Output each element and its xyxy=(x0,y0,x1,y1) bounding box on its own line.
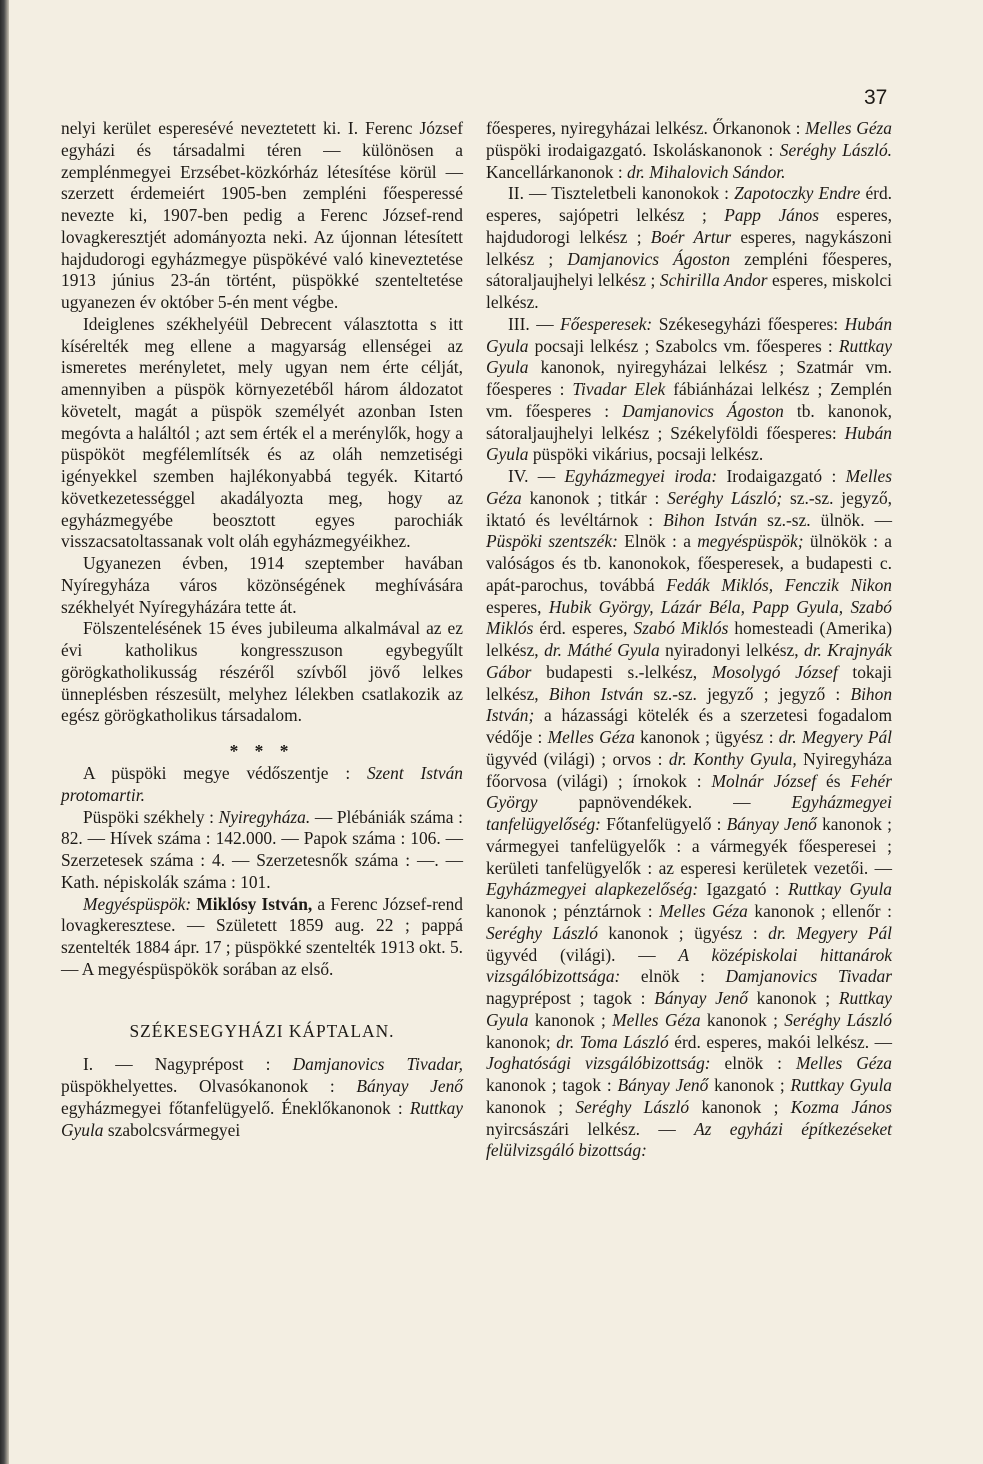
text-segment: tb. kanonok, sátoraljaujhelyi lelkész ; Székelyföldi főesperes: xyxy=(486,400,892,443)
text-segment: nyiradonyi lelkész, xyxy=(659,640,804,660)
italic-text: Egyházmegyei iroda: xyxy=(564,466,718,486)
italic-text: Ruttkay Gyula xyxy=(61,1097,463,1140)
italic-text: Damjanovics Tivadar, xyxy=(292,1054,463,1075)
paragraph xyxy=(61,118,463,314)
bold-text: Miklósy István, xyxy=(196,893,313,914)
italic-text: Bányay Jenő xyxy=(654,988,748,1008)
text-segment: Ugyanezen évben, 1914 szeptember havában Nyíregyháza város közönségének meghívására székhelyét Nyíregyházára tette át. xyxy=(61,553,463,617)
italic-text: Damjanovics Ágoston xyxy=(567,248,731,269)
italic-text: Ruttkay Gyula xyxy=(787,879,892,900)
text-segment: Püspöki székhely : xyxy=(83,806,219,827)
italic-text: Fehér György xyxy=(486,770,892,813)
text-segment: kanonok ; xyxy=(700,1009,785,1030)
italic-text: Melles Géza xyxy=(547,727,635,747)
italic-text: dr. Mihalovich Sándor. xyxy=(627,161,786,182)
paragraph xyxy=(61,763,463,807)
text-segment: Fölszentelésének 15 éves jubileuma alkalmával az ez évi katholikus kongresszuson egybegyűlt görögkatholikusság részéről szívből jövő lelkes ünneplésben részesült, melyhez lélekben csatlakozik az egész görögkatholikus társadalom. xyxy=(61,618,463,726)
italic-text: Bányay Jenő xyxy=(356,1076,464,1096)
text-segment: érd. esperes, sajópetri lelkész ; xyxy=(486,183,892,225)
italic-text: Papp János xyxy=(724,205,820,225)
text-segment: szabolcsvármegyei xyxy=(103,1119,241,1140)
italic-text: Zapotoczky Endre xyxy=(734,183,861,204)
paragraph xyxy=(486,466,892,1162)
paragraph xyxy=(61,314,463,553)
italic-text: Melles Géza xyxy=(805,118,892,138)
italic-text: Seréghy László; xyxy=(667,487,783,508)
text-segment: kanonok ; ügyész : xyxy=(597,922,769,943)
italic-text: Ruttkay Gyula xyxy=(790,1075,892,1095)
italic-text: Mosolygó József xyxy=(711,661,838,682)
text-segment: tokaji lelkész, xyxy=(486,661,892,704)
text-segment: ügyvéd (világi) ; orvos : xyxy=(486,748,669,769)
text-segment: * * * xyxy=(229,741,295,761)
italic-text: Seréghy László. xyxy=(779,139,892,160)
text-segment: Irodaigazgató : xyxy=(717,466,846,486)
text-segment: nyircsászári lelkész. — xyxy=(486,1118,695,1139)
text-segment: A püspöki megye védőszentje : xyxy=(83,763,367,783)
paragraph xyxy=(61,553,463,618)
italic-text: Nyiregyháza. xyxy=(218,806,311,827)
text-segment: SZÉKESEGYHÁZI KÁPTALAN. xyxy=(129,1020,395,1041)
text-segment: és xyxy=(816,770,851,791)
text-segment: budapesti s.-lelkész, xyxy=(531,661,712,682)
text-segment: kanonok ; tagok : xyxy=(486,1075,618,1095)
italic-text: Az egyházi építkezéseket felülvizsgáló bizottság: xyxy=(486,1118,892,1161)
text-segment: kanonok ; xyxy=(708,1075,791,1095)
italic-text: Schirilla Andor xyxy=(659,270,768,291)
italic-text: Fedák Miklós, Fenczik Nikon xyxy=(666,574,892,595)
italic-text: Bihon István xyxy=(548,683,644,704)
text-segment: Nyiregyháza főorvosa (világi) ; írnokok : xyxy=(486,748,892,791)
text-segment: Elnök : a xyxy=(617,531,698,552)
text-segment: nelyi kerület esperesévé neveztetett ki. I. Ferenc József egyházi és társadalmi téren — különösen a zemplénmegyei Erzsébet-közkórház létesítése körül — szerzett érdemeiért 1905-ben zempléni főesperessé nevezte ki, 1907-ben pedig a Ferenc József-rend lovagkeresztjét adományozta neki. Az újonnan létesített hajdudorogi egyházmegye püspökévé való kineveztetése 1913 június 23-án történt, püspökké szenteltetése ugyanezen év október 5-én ment végbe. xyxy=(61,118,463,312)
italic-text: Bányay Jenő xyxy=(617,1075,709,1095)
text-segment: kanonok, nyiregyházai lelkész ; Szatmár vm. főesperes : xyxy=(486,357,892,399)
italic-text: Melles Géza xyxy=(486,466,892,508)
text-segment: III. — xyxy=(508,313,561,334)
italic-text: Szent István protomartir. xyxy=(61,763,463,805)
text-segment: elnök : xyxy=(620,966,726,987)
text-segment: püspökhelyettes. Olvasókanonok : xyxy=(61,1076,357,1096)
italic-text: Szabó Miklós xyxy=(633,618,729,639)
paragraph xyxy=(61,618,463,727)
italic-text: Püspöki szentszék: xyxy=(486,531,618,552)
text-segment: I. — Nagyprépost : xyxy=(83,1054,293,1075)
text-segment: főesperes, nyiregyházai lelkész. Őrkanonok : xyxy=(486,118,806,138)
italic-text: Melles Géza xyxy=(612,1009,701,1030)
text-segment: érd. esperes, xyxy=(533,618,634,639)
text-segment: II. — Tiszteletbeli kanonokok : xyxy=(508,183,735,204)
section-divider xyxy=(61,741,463,763)
text-segment: kanonok ; xyxy=(486,1096,576,1117)
text-segment: pocsaji lelkész ; Szabolcs vm. főesperes : xyxy=(528,335,839,356)
paragraph xyxy=(486,314,892,466)
text-segment: Kancellárkanonok : xyxy=(486,161,628,182)
text-segment: homesteadi (Amerika) lelkész, xyxy=(486,618,892,660)
italic-text: Seréghy László xyxy=(486,922,598,943)
italic-text: Tivadar Elek xyxy=(572,379,666,399)
text-segment: érd. esperes, makói lelkész. — xyxy=(668,1031,893,1052)
italic-text: dr. Máthé Gyula xyxy=(544,640,660,660)
text-segment: sz.-sz. jegyző ; jegyző : xyxy=(643,683,851,704)
paragraph xyxy=(61,894,463,981)
text-segment: a házassági kötelék és a szerzetesi fogadalom védője : xyxy=(486,705,892,747)
text-segment: kanonok ; ügyész : xyxy=(634,727,779,747)
text-segment: Székesegyházi főesperes: xyxy=(652,313,845,334)
text-segment: kanonok ; pénztárnok : xyxy=(486,901,660,921)
italic-text: Damjanovics Ágoston xyxy=(622,400,784,421)
italic-text: Ruttkay Gyula xyxy=(486,335,892,378)
italic-text: Egyházmegyei alapkezelőség: xyxy=(486,879,699,900)
text-segment: esperes, miskolci lelkész. xyxy=(486,270,892,312)
italic-text: Melles Géza xyxy=(795,1053,892,1074)
italic-text: Joghatósági vizsgálóbizottság: xyxy=(486,1053,711,1074)
text-segment: ülnökök : a valóságos és tb. kanonokok, főesperesek, a budapesti c. apát-parochus, továbbá xyxy=(486,531,892,595)
text-segment: Ideiglenes székhelyéül Debrecent választotta s itt kísérelték meg ellene a magyarság ellenségei az ismeretes merényletet, mely ugyan nem érte célját, amennyiben a püspök környezetéből három áldozatot követelt, magát a püspök személyét azonban Isten megóvta a haláltól ; azt sem érték el a merénylők, hogy a püspököt megfélemlítsék és az oláh nemzetiségi igényekkel szemben hajlékonyabbá tegyék. Kitartó következetességgel akadályozta meg, hogy az egyházmegyébe beosztott egyes parochiák visszacsatoltassanak volt oláh egyházmegyéikhez. xyxy=(61,313,463,552)
paragraph xyxy=(486,118,892,183)
section-heading xyxy=(61,1021,463,1043)
italic-text: Hubán Gyula xyxy=(486,422,892,465)
text-segment: IV. — xyxy=(508,466,565,486)
text-segment: kanonok ; vármegyei tanfelügyelők : a vármegyék főesperesei ; kerületi tanfelügyelők : az esperesi kerületek vezetői. — xyxy=(486,814,892,878)
text-segment: — Plébániák száma : 82. — Hívek száma : 142.000. — Papok száma : 106. — Szerzetesek száma : 4. — Szerzetesnők száma : —. — Kath. népiskolák száma : 101. xyxy=(61,806,463,892)
italic-text: Hubik György, Lázár Béla, Papp Gyula, Szabó Miklós xyxy=(486,596,893,639)
italic-text: Megyéspüspök: xyxy=(83,893,192,914)
text-segment: fábiánházai lelkész ; Zemplén vm. főesperes : xyxy=(486,379,893,421)
italic-text: Bányay Jenő xyxy=(726,814,817,834)
italic-text: Bihon István; xyxy=(486,683,893,726)
italic-text: Ruttkay Gyula xyxy=(486,988,892,1030)
italic-text: Hubán Gyula xyxy=(486,313,893,356)
page-number: 37 xyxy=(864,86,888,109)
page-binding-edge xyxy=(0,0,9,1464)
italic-text: A középiskolai hittanárok vizsgálóbizottsága: xyxy=(486,944,892,987)
italic-text: dr. Krajnyák Gábor xyxy=(486,640,892,682)
italic-text: Bihon István xyxy=(663,509,758,530)
paragraph xyxy=(61,807,463,894)
text-segment: papnövendékek. — xyxy=(537,792,792,813)
italic-text: Boér Artur xyxy=(650,226,732,247)
text-segment: kanonok ; xyxy=(747,988,839,1008)
text-segment: nagyprépost ; tagok : xyxy=(486,988,655,1008)
text-segment: sz.-sz. ülnök. — xyxy=(757,509,892,530)
text-segment: kanonok ; xyxy=(689,1096,791,1117)
italic-text: dr. Megyery Pál xyxy=(778,727,892,747)
text-segment: kanonok ; xyxy=(528,1009,613,1030)
italic-text: Molnár József xyxy=(711,770,817,791)
left-text-column xyxy=(61,118,463,1141)
paragraph xyxy=(61,1054,463,1141)
italic-text: dr. Konthy Gyula, xyxy=(668,748,797,769)
italic-text: Melles Géza xyxy=(659,901,748,921)
italic-text: dr. Toma László xyxy=(556,1031,669,1052)
italic-text: megyéspüspök; xyxy=(697,531,804,552)
italic-text: Seréghy László xyxy=(784,1009,893,1030)
text-segment: Igazgató : xyxy=(698,879,788,900)
italic-text: Főesperesek: xyxy=(560,313,653,334)
text-segment: sz.-sz. jegyző, iktató és levéltárnok : xyxy=(486,487,892,530)
text-segment: esperes, xyxy=(486,596,549,617)
text-segment: egyházmegyei főtanfelügyelő. Éneklőkanonok : xyxy=(61,1097,410,1118)
text-segment: kanonok ; titkár : xyxy=(521,487,668,508)
text-segment: zempléni főesperes, sátoraljaujhelyi lelkész ; xyxy=(486,248,892,291)
text-segment: püspöki irodaigazgató. Iskoláskanonok : xyxy=(486,139,780,160)
text-segment: Főtanfelügyelő : xyxy=(600,814,727,834)
italic-text: Damjanovics Tivadar xyxy=(725,966,892,987)
text-segment: elnök : xyxy=(710,1053,796,1074)
text-segment: a Ferenc József-rend lovagkeresztese. — Született 1859 aug. 22 ; pappá szentelték 1884 ápr. 17 ; püspökké szentelték 1913 okt. 5. — A megyéspüspökök sorában az első. xyxy=(61,893,463,979)
italic-text: dr. Megyery Pál xyxy=(768,922,892,943)
italic-text: Kozma János xyxy=(790,1096,893,1117)
italic-text: Egyházmegyei tanfelügyelőség: xyxy=(486,792,892,834)
text-segment: püspöki vikárius, pocsaji lelkész. xyxy=(528,444,764,465)
right-text-column xyxy=(486,118,892,1162)
text-segment: ügyvéd (világi). — xyxy=(486,944,679,965)
italic-text: Seréghy László xyxy=(575,1096,690,1117)
text-segment: esperes, nagykászoni lelkész ; xyxy=(486,226,892,269)
paragraph xyxy=(486,183,892,314)
text-segment: esperes, hajdudorogi lelkész ; xyxy=(486,205,892,247)
text-segment: kanonok; xyxy=(486,1031,557,1052)
text-segment: kanonok ; ellenőr : xyxy=(747,901,892,921)
